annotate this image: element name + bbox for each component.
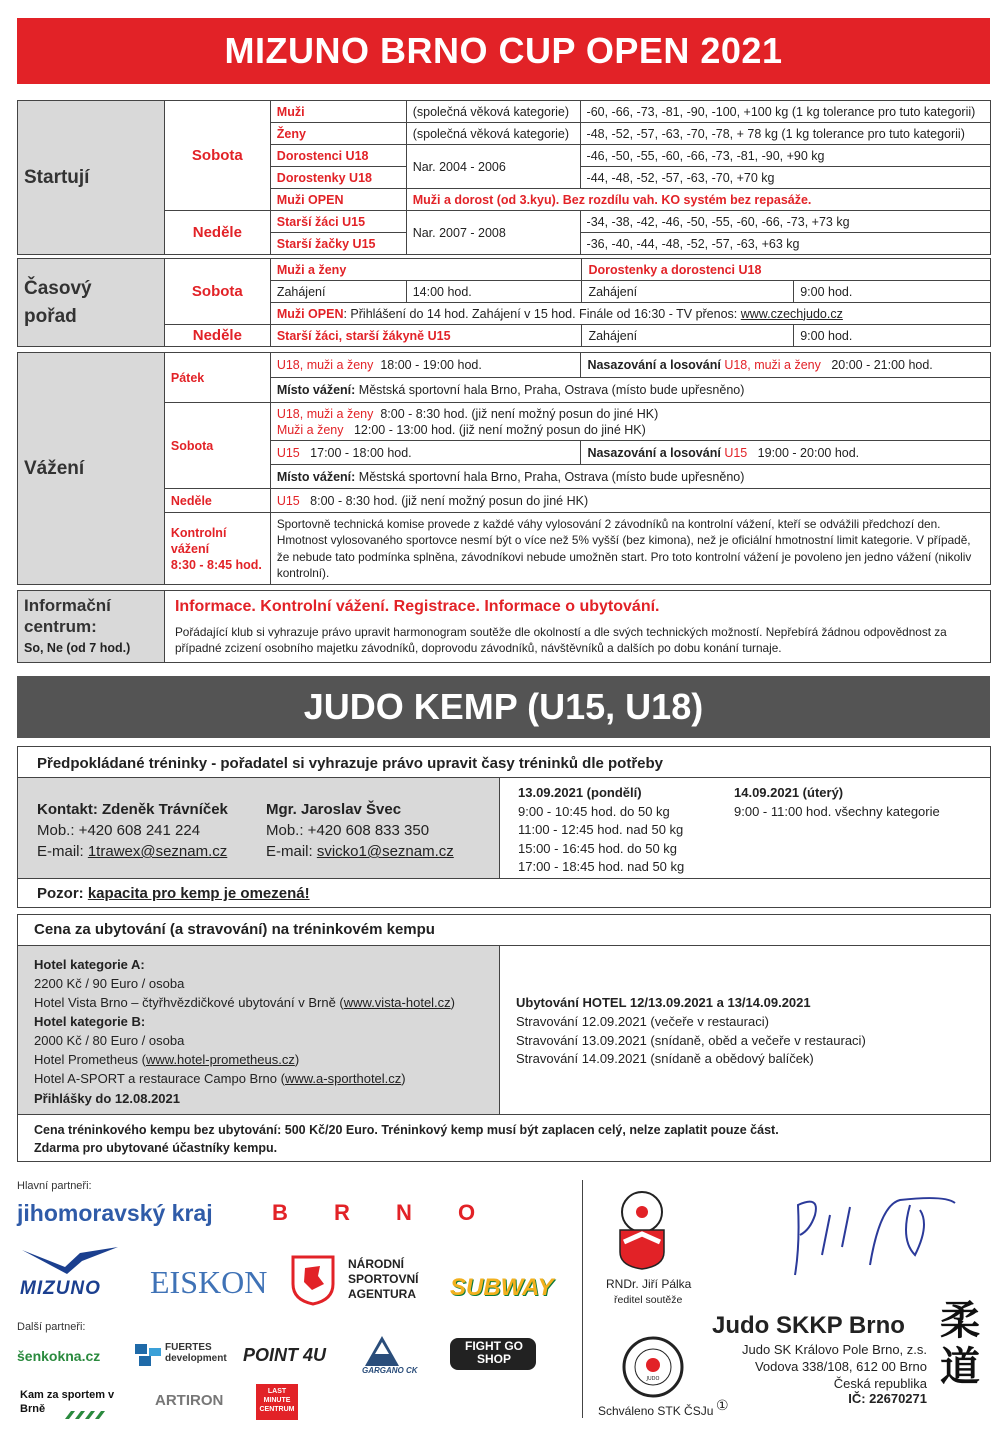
day-sobota: Sobota [164, 101, 270, 211]
hotel-a-name: Hotel Vista Brno – čtyřhvězdičkové ubytování v Brně ( [34, 995, 344, 1010]
director-name: RNDr. Jiří Pálka [606, 1277, 692, 1291]
email-label: E-mail: [37, 843, 88, 860]
point4u-logo: POINT 4U [243, 1345, 327, 1365]
kontrolni-text: Sportovně technická komise provede z každé váhy vylosování 2 závodníků na kontrolní vážení, kteří se odvážili předchozí den. Hmotnost vylosovaného sportovce nesmí být o více než 5% vyšší (bez kimona), než je oficiální hmotnostní limit kategorie. V případě, že nebude tato podmínka splněna, závodníkovi nebude umožněn start. Pro toto kontrolní vážení je povoleno jen jedno vážení (nikoliv kontrolní). [270, 513, 990, 585]
day-patek: Pátek [164, 353, 270, 403]
day-sobota: Sobota [164, 403, 270, 489]
info-header-1: Informační [24, 595, 111, 615]
contact-2-email[interactable]: svicko1@seznam.cz [316, 843, 454, 860]
weights-label: -36, -40, -44, -48, -52, -57, -63, +63 kg [580, 233, 990, 255]
eiskon-logo: EISKON [150, 1264, 268, 1300]
day-nedele: Neděle [164, 211, 270, 255]
open-text: : Přihlášení do 14 hod. Zahájení v 15 hod. Finále od 16:30 - TV přenos: [343, 306, 741, 321]
nasazovani-label: Nasazování a losování [587, 445, 721, 460]
fuertes-logo: FUERTES development [165, 1342, 227, 1364]
info-headline: Informace. Kontrolní vážení. Registrace. Informace o ubytování. [174, 597, 660, 615]
category-label: Dorostenky U18 [270, 167, 406, 189]
svg-text:JUDO: JUDO [646, 1376, 660, 1382]
misto-text: Městská sportovní hala Brno, Praha, Ostrava (místo bude upřesněno) [355, 383, 745, 397]
director-role: ředitel soutěže [614, 1294, 683, 1306]
nsa-crest-icon [290, 1254, 336, 1306]
vazeni-group: U18, muži a ženy [276, 358, 374, 372]
misto-label: Místo vážení: [276, 469, 356, 484]
senkokna-logo: šenkokna.cz [17, 1348, 101, 1364]
hotel-b-name: Hotel Prometheus ( [34, 1052, 146, 1067]
mizuno-logo: MIZUNO [20, 1278, 101, 1299]
zahajeni-label: Zahájení [582, 325, 794, 347]
club-ic: IČ: 22670271 [848, 1391, 927, 1406]
time-label: 9:00 hod. [794, 325, 991, 347]
hotel-a-heading: Hotel kategorie A: [34, 957, 145, 972]
vazeni-time: 8:00 - 8:30 hod. (již není možný posun do jiné HK) [380, 406, 659, 421]
dorost-label: Dorostenky a dorostenci U18 [582, 259, 991, 281]
stravovani-line: Stravování 14.09.2021 (snídaně a obědový balíček) [516, 1051, 814, 1066]
category-label: Dorostenci U18 [270, 145, 406, 167]
ubytovani-heading: Ubytování HOTEL 12/13.09.2021 a 13/14.09.2021 [516, 995, 811, 1010]
gargano-mountain-icon [365, 1336, 399, 1366]
open-label: Muži OPEN [276, 306, 344, 321]
startuji-table [17, 100, 991, 255]
club-line-2: Vodova 338/108, 612 00 Brno [754, 1359, 927, 1374]
hotel-b-heading: Hotel kategorie B: [34, 1014, 146, 1029]
footer-divider [582, 1180, 583, 1418]
time-label: 9:00 hod. [794, 281, 991, 303]
hotel-a-price: 2200 Kč / 90 Euro / osoba [34, 976, 185, 991]
category-label: Starší žáci U15 [270, 211, 406, 233]
hotel-b-price: 2000 Kč / 80 Euro / osoba [34, 1033, 185, 1048]
day-1-session: 15:00 - 16:45 hod. do 50 kg [518, 841, 678, 856]
vazeni-header: Vážení [18, 353, 165, 585]
prometheus-link[interactable]: www.hotel-prometheus.cz [146, 1052, 295, 1067]
signature [760, 1185, 960, 1285]
age-label: (společná věková kategorie) [406, 123, 580, 145]
club-name: Judo SKKP Brno [712, 1312, 905, 1339]
category-label: Muži OPEN [270, 189, 406, 211]
vazeni-time: 20:00 - 21:00 hod. [831, 358, 933, 372]
misto-text: Městská sportovní hala Brno, Praha, Ostrava (místo bude upřesněno) [355, 469, 745, 484]
weights-label: -44, -48, -52, -57, -63, -70, +70 kg [580, 167, 990, 189]
kemp-title: JUDO KEMP (U15, U18) [17, 676, 990, 738]
kontrolni-label: Kontrolní vážení [170, 525, 227, 556]
contact-1-name: Kontakt: Zdeněk Trávníček [37, 801, 228, 818]
jmk-logo: jihomoravský kraj [17, 1200, 213, 1226]
contact-1-email[interactable]: 1trawex@seznam.cz [87, 843, 228, 860]
page-title: MIZUNO BRNO CUP OPEN 2021 [17, 18, 990, 84]
info-header-3: So, Ne (od 7 hod.) [24, 640, 131, 655]
kamzasportem-logo: Kam za sportem v Brně [20, 1389, 115, 1415]
vazeni-time: 17:00 - 18:00 hod. [310, 445, 412, 460]
czechjudo-link[interactable]: www.czechjudo.cz [740, 306, 843, 321]
casovy-header-1: Časový [24, 277, 92, 299]
age-label: (společná věková kategorie) [406, 101, 580, 123]
subway-logo: SUBWAY [450, 1274, 554, 1301]
zaci-label: Starší žáci, starší žákyně U15 [270, 325, 582, 347]
contact-2-phone: Mob.: +420 608 833 350 [266, 822, 430, 839]
vazeni-time: 12:00 - 13:00 hod. (již není možný posun do jiné HK) [353, 422, 646, 437]
trenink-heading: Předpokládané tréninky - pořadatel si vyhrazuje právo upravit časy tréninků dle potřeby [37, 755, 664, 772]
weights-label: -34, -38, -42, -46, -50, -55, -60, -66, -73, +73 kg [580, 211, 990, 233]
brno-logo: B R N O [272, 1200, 496, 1225]
stk-seal-icon [622, 1336, 684, 1398]
info-table [17, 590, 991, 663]
contact-1-phone: Mob.: +420 608 241 224 [37, 822, 201, 839]
vazeni-group: U15 [724, 445, 748, 460]
vista-hotel-link[interactable]: www.vista-hotel.cz [343, 995, 451, 1010]
prihlasky-label: Přihlášky do 12.08.2021 [34, 1091, 180, 1106]
contact-2-name: Mgr. Jaroslav Švec [266, 801, 402, 818]
weights-label: -48, -52, -57, -63, -70, -78, + 78 kg (1 kg tolerance pro tuto kategorii) [580, 123, 990, 145]
vazeni-table [17, 352, 991, 585]
main-partners-label: Hlavní partneři: [17, 1180, 92, 1192]
asport-link[interactable]: www.a-sporthotel.cz [284, 1071, 402, 1086]
startuji-header: Startují [18, 101, 165, 255]
vazeni-group: U18, muži a ženy [724, 358, 821, 372]
day-nedele: Neděle [164, 325, 270, 347]
judo-kanji: 柔道 [940, 1297, 980, 1390]
pozor-label: Pozor: [37, 885, 88, 902]
circle-number: ① [716, 1397, 729, 1413]
weights-label: -46, -50, -55, -60, -66, -73, -81, -90, +90 kg [580, 145, 990, 167]
day-2-heading: 14.09.2021 (úterý) [734, 785, 844, 800]
zdarma-note: Zdarma pro ubytované účastníky kempu. [34, 1141, 278, 1155]
club-line-3: Česká republika [833, 1376, 927, 1391]
stravovani-line: Stravování 12.09.2021 (večeře v restauraci) [516, 1014, 769, 1029]
misto-label: Místo vážení: [276, 383, 356, 397]
day-nedele: Neděle [164, 489, 270, 513]
age-label: Nar. 2007 - 2008 [406, 211, 580, 255]
nsa-logo: NÁRODNÍ SPORTOVNÍ AGENTURA [348, 1257, 419, 1301]
casovy-header-2: pořad [24, 305, 77, 327]
day-1-session: 11:00 - 12:45 hod. nad 50 kg [518, 822, 684, 837]
weights-label: -60, -66, -73, -81, -90, -100, +100 kg (1 kg tolerance pro tuto kategorii) [580, 101, 990, 123]
fuertes-icon [135, 1344, 161, 1366]
fightgo-logo: FIGHT GO SHOP [465, 1339, 523, 1366]
info-text: Pořádající klub si vyhrazuje právo upravit harmonogram soutěže dle okolností a dle svých technických možností. Nepřebírá žádnou odpovědnost za případné zcizení osobního majetku závodníků, doprovodu závodníků, návštěvníků a dalších po dobu konání turnaje. [174, 624, 947, 655]
day-1-session: 17:00 - 18:45 hod. nad 50 kg [518, 859, 685, 874]
category-label: Starší žačky U15 [270, 233, 406, 255]
vazeni-time: 18:00 - 19:00 hod. [380, 358, 482, 372]
cena-heading: Cena za ubytování (a stravování) na tréninkovém kempu [34, 921, 435, 938]
age-label: Nar. 2004 - 2006 [406, 145, 580, 189]
artiron-logo: ARTIRON [155, 1392, 224, 1409]
casovy-table [17, 258, 991, 347]
vazeni-group: U15 [276, 493, 300, 508]
other-partners-label: Další partneři: [17, 1321, 86, 1333]
vazeni-time: 19:00 - 20:00 hod. [757, 445, 860, 460]
zahajeni-label: Zahájení [582, 281, 794, 303]
vazeni-group: U18, muži a ženy [276, 406, 374, 421]
stravovani-line: Stravování 13.09.2021 (snídaně, oběd a večeře v restauraci) [516, 1033, 866, 1048]
muzi-zeny-label: Muži a ženy [270, 259, 582, 281]
gargano-logo: GARGANO CK [362, 1366, 418, 1375]
cena-kempu: Cena tréninkového kempu bez ubytování: 500 Kč/20 Euro. Tréninkový kemp musí být zaplacen celý, nelze zaplatit pouze část. [34, 1123, 779, 1137]
time-label: 14:00 hod. [406, 281, 582, 303]
lastminute-logo: LAST MINUTE CENTRUM [259, 1388, 295, 1413]
club-line-1: Judo SK Královo Pole Brno, z.s. [742, 1342, 927, 1357]
mizuno-runbird-icon [20, 1245, 120, 1275]
day-2-session: 9:00 - 11:00 hod. všechny kategorie [734, 804, 940, 819]
day-sobota: Sobota [164, 259, 270, 325]
vazeni-group: U15 [276, 445, 300, 460]
stk-label: Schváleno STK ČSJu [598, 1404, 714, 1418]
info-header-2: centrum: [24, 616, 97, 636]
category-label: Ženy [270, 123, 406, 145]
kamzasportem-stripes-icon [65, 1406, 109, 1414]
day-1-heading: 13.09.2021 (pondělí) [518, 785, 642, 800]
kontrolni-time: 8:30 - 8:45 hod. [170, 557, 262, 572]
day-1-session: 9:00 - 10:45 hod. do 50 kg [518, 804, 670, 819]
vazeni-group: Muži a ženy [276, 422, 344, 437]
open-note: Muži a dorost (od 3.kyu). Bez rozdílu vah. KO systém bez repasáže. [406, 189, 990, 211]
vazeni-time: 8:00 - 8:30 hod. (již není možný posun do jiné HK) [310, 493, 589, 508]
zahajeni-label: Zahájení [270, 281, 406, 303]
category-label: Muži [270, 101, 406, 123]
pozor-text: kapacita pro kemp je omezená! [87, 885, 310, 902]
nasazovani-label: Nasazování a losování [587, 358, 721, 372]
csju-crest-icon [612, 1190, 672, 1270]
email-label: E-mail: [266, 843, 317, 860]
hotel-b-name: Hotel A-SPORT a restaurace Campo Brno ( [34, 1071, 285, 1086]
